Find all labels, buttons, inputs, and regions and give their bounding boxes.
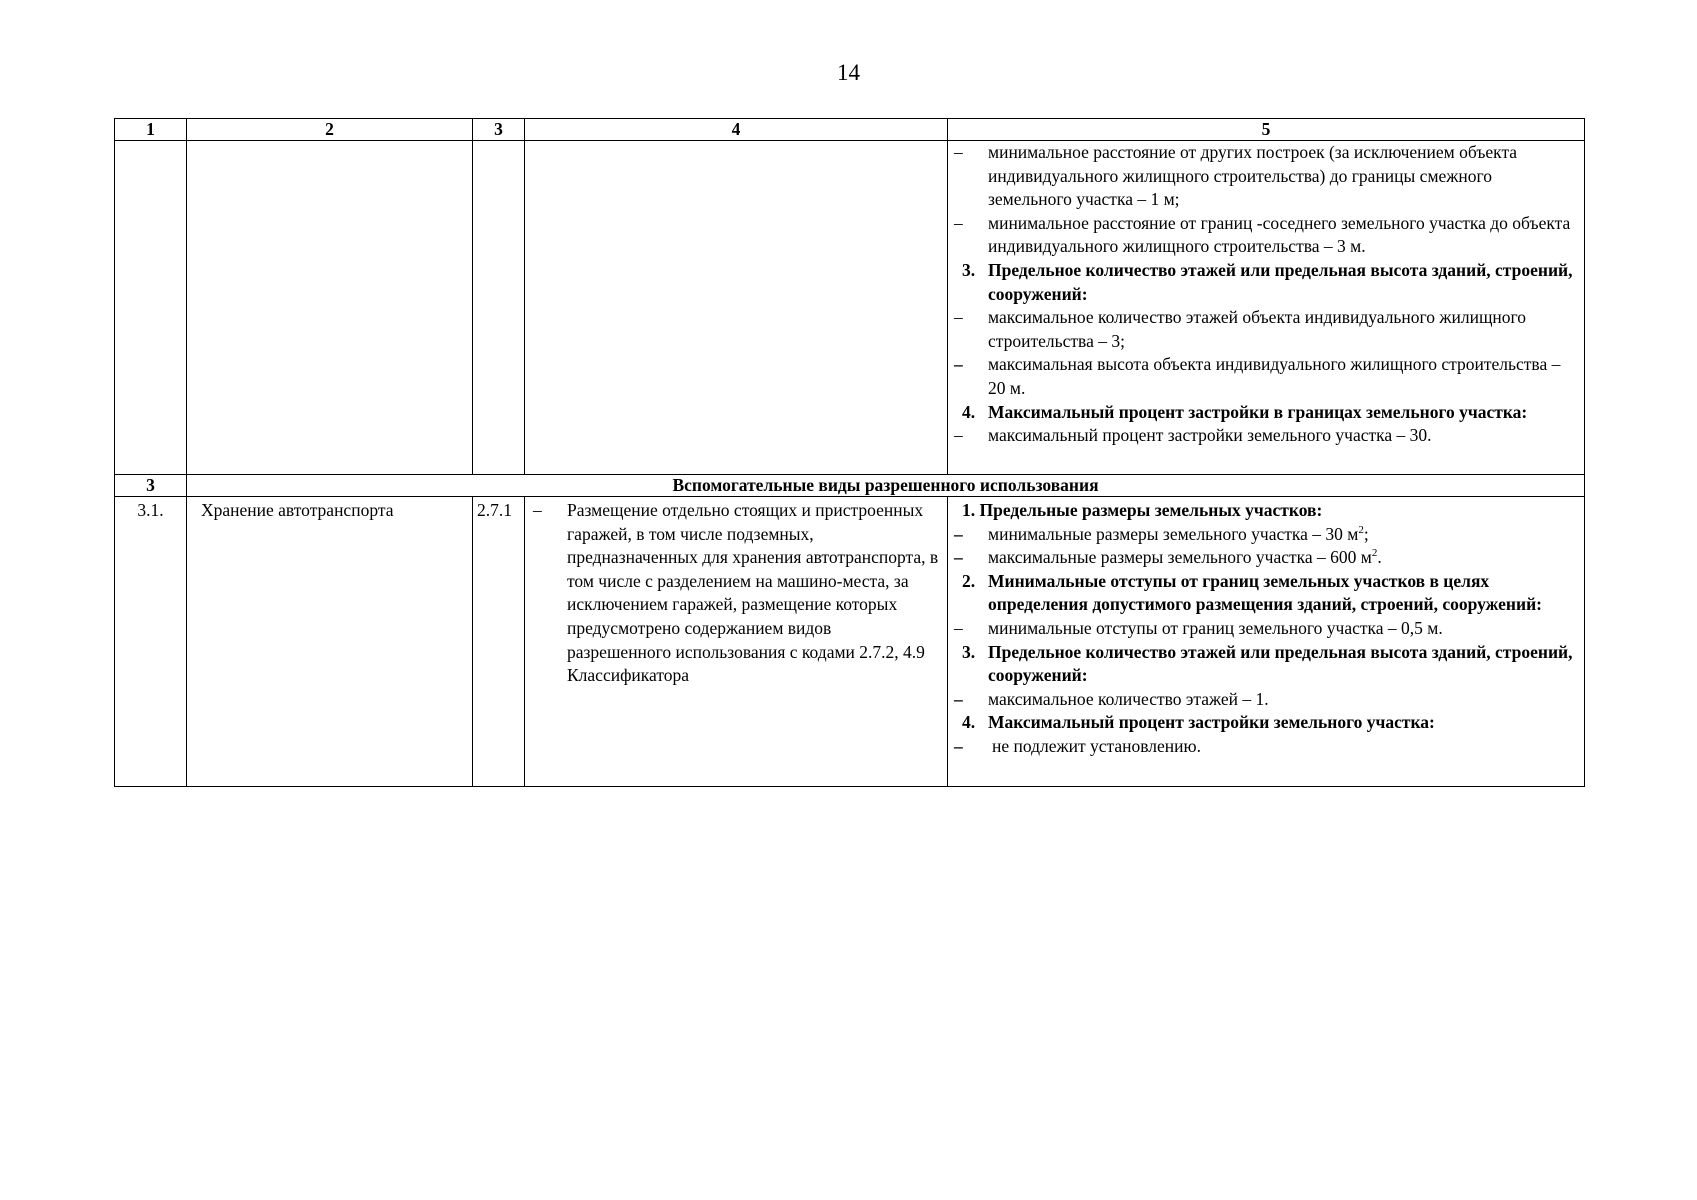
dash-marker: – [954, 688, 963, 709]
number-marker: 4. [962, 401, 976, 422]
list-item-text: минимальное расстояние от других построек (за исключением объекта индивидуального жилищного строительства) до границы смежного земельного участка – 1 м; [988, 142, 1518, 210]
header-col-1: 1 [115, 119, 187, 141]
heading-text: Предельное количество этажей или предельная высота зданий, строений, сооружений: [988, 641, 1573, 686]
superscript: 2 [1358, 523, 1364, 536]
dash-marker: – [533, 500, 542, 520]
max-size-text: максимальные размеры земельного участка – 600 м [988, 547, 1372, 568]
list-item [948, 546, 1584, 570]
description-item [525, 499, 947, 688]
heading-text: Предельное количество этажей или предельная высота зданий, строений, сооружений: [988, 259, 1573, 304]
row-number: 3.1. [115, 497, 187, 787]
page-number: 14 [837, 60, 860, 85]
section-row [115, 475, 1585, 497]
heading-text: Максимальный процент застройки в границах земельного участка: [988, 401, 1528, 422]
number-marker: 2. [962, 570, 976, 591]
row-name: Хранение автотранспорта [187, 497, 473, 787]
list-item-text: максимальный процент застройки земельного участка – 30. [988, 425, 1432, 446]
row-params [948, 497, 1585, 787]
punct: ; [1363, 523, 1369, 544]
list-item-text: минимальное расстояние от границ -соседнего земельного участка до объекта индивидуального жилищного строительства – 3 м. [988, 212, 1571, 257]
number-marker: 3. [962, 641, 976, 662]
list-item [948, 141, 1584, 212]
list-item [948, 735, 1584, 759]
numbered-heading [948, 401, 1584, 425]
list-item [948, 212, 1584, 259]
row-description [525, 497, 948, 787]
dash-marker: – [954, 617, 963, 638]
list-item-text: максимальная высота объекта индивидуального жилищного строительства – 20 м. [988, 354, 1561, 398]
list-item [948, 523, 1584, 547]
list-item [948, 353, 1584, 400]
punct: . [1377, 547, 1382, 568]
dash-marker: – [954, 425, 963, 446]
dash-marker: – [954, 547, 963, 568]
section-title: Вспомогательные виды разрешенного использования [187, 475, 1585, 497]
row-code: 2.7.1 [473, 497, 525, 787]
cont-col-5 [948, 141, 1585, 475]
cont-col-4 [525, 141, 948, 475]
dash-marker: – [954, 142, 963, 162]
header-col-4: 4 [525, 119, 948, 141]
list-item [948, 617, 1584, 641]
land-use-table [114, 118, 1585, 787]
min-size-text: минимальные размеры земельного участка – 30 м [988, 523, 1359, 544]
numbered-heading [948, 570, 1584, 617]
dash-marker: – [954, 735, 963, 756]
list-item [948, 424, 1584, 448]
list-item-text: минимальные отступы от границ земельного участка – 0,5 м. [988, 617, 1443, 638]
heading-text: Максимальный процент застройки земельного участка: [988, 712, 1435, 733]
dash-marker: – [954, 212, 963, 233]
dash-marker: – [954, 307, 963, 328]
header-col-2: 2 [187, 119, 473, 141]
list-item [948, 306, 1584, 353]
list-item-text: максимальное количество этажей – 1. [988, 688, 1269, 709]
list-item-text: максимальное количество этажей объекта индивидуального жилищного строительства – 3; [988, 307, 1527, 351]
description-text: Размещение отдельно стоящих и пристроенных гаражей, в том числе подземных, предназначенных для хранения автотранспорта, в том числе с разделением на машино-места, за исключением гаражей, размещение которых предусмотрено содержанием видов разрешенного использования с кодами 2.7.2, 4.9 Классификатора [567, 500, 939, 686]
table-header-row [115, 119, 1585, 141]
continuation-row [115, 141, 1585, 475]
superscript: 2 [1371, 547, 1378, 560]
header-col-3: 3 [473, 119, 525, 141]
number-marker: 4. [962, 712, 976, 733]
list-item-text [988, 546, 1584, 570]
cont-col-1 [115, 141, 187, 475]
cont-col-2 [187, 141, 473, 475]
numbered-heading [948, 641, 1584, 688]
numbered-heading [948, 259, 1584, 306]
number-marker: 3. [962, 259, 976, 280]
table-row [115, 497, 1585, 787]
heading-text: Минимальные отступы от границ земельных участков в целях определения допустимого размещения зданий, строений, сооружений: [988, 570, 1542, 615]
dash-marker: – [954, 354, 963, 375]
list-item [948, 688, 1584, 712]
header-col-5: 5 [948, 119, 1585, 141]
cont-col-3 [473, 141, 525, 475]
numbered-heading [948, 711, 1584, 735]
list-item-text: не подлежит установлению. [992, 735, 1201, 756]
list-item-text [988, 523, 1584, 547]
section-number: 3 [115, 475, 187, 497]
params-heading-1: 1. Предельные размеры земельных участков: [962, 500, 1323, 520]
dash-marker: – [954, 523, 963, 544]
